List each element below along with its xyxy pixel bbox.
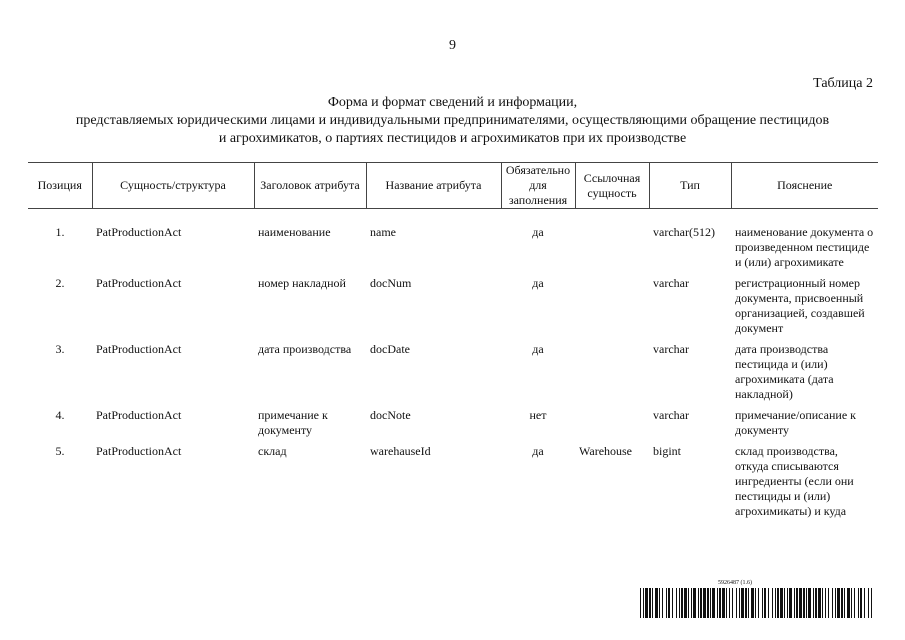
cell-note: наименование документа о произведенном пестициде и (или) агрохимикате xyxy=(735,225,874,269)
cell-entity: PatProductionAct xyxy=(96,342,182,356)
cell-note: примечание/описание к документу xyxy=(735,408,856,437)
cell-required: да xyxy=(532,276,544,290)
cell-attribute-name: warehauseId xyxy=(370,444,431,458)
cell-entity: PatProductionAct xyxy=(96,225,182,239)
cell-position: 3. xyxy=(55,342,65,356)
cell-attribute-name: docNum xyxy=(370,276,412,290)
header-note: Пояснение xyxy=(731,163,878,209)
header-type: Тип xyxy=(649,163,731,209)
cell-type: varchar xyxy=(653,276,689,290)
cell-required: да xyxy=(532,342,544,356)
table-row xyxy=(28,342,878,408)
cell-attribute-title: примечание к документу xyxy=(258,408,328,437)
cell-reference-entity xyxy=(575,342,649,408)
cell-reference-entity: Warehouse xyxy=(579,444,633,458)
cell-position: 4. xyxy=(55,408,65,422)
table-row xyxy=(28,276,878,342)
cell-note: регистрационный номер документа, присвоенный организацией, создавшей документ xyxy=(735,276,865,335)
cell-reference-entity xyxy=(575,408,649,444)
header-required: Обязательно для заполнения xyxy=(501,163,575,209)
cell-attribute-title: наименование xyxy=(258,225,331,239)
header-attribute-title: Заголовок атрибута xyxy=(254,163,366,209)
cell-type: varchar(512) xyxy=(653,225,715,239)
page-number: 9 xyxy=(449,38,456,53)
table-header-row xyxy=(28,163,878,209)
cell-reference-entity xyxy=(575,276,649,342)
cell-attribute-name: name xyxy=(370,225,396,239)
cell-type: varchar xyxy=(653,342,689,356)
cell-required: да xyxy=(532,225,544,239)
title-line-3: и агрохимикатов, о партиях пестицидов и агрохимикатов при их производстве xyxy=(218,131,687,146)
cell-entity: PatProductionAct xyxy=(96,444,182,458)
cell-required: да xyxy=(532,444,544,458)
barcode xyxy=(640,580,875,620)
cell-entity: PatProductionAct xyxy=(96,408,182,422)
barcode-text: 5926487 (1.6) xyxy=(718,580,752,586)
barcode-graphic xyxy=(640,588,875,618)
cell-type: bigint xyxy=(653,444,682,458)
header-reference-entity: Ссылочная сущность xyxy=(575,163,649,209)
cell-type: varchar xyxy=(653,408,689,422)
cell-attribute-title: склад xyxy=(258,444,287,458)
cell-reference-entity xyxy=(575,209,649,277)
attribute-table xyxy=(28,162,878,525)
cell-required: нет xyxy=(529,408,547,422)
cell-attribute-name: docNote xyxy=(370,408,411,422)
title-line-2: представляемых юридическими лицами и индивидуальными предпринимателями, осуществляющими обращение пестицидов xyxy=(75,113,830,128)
cell-attribute-title: номер накладной xyxy=(258,276,346,290)
table-row xyxy=(28,209,878,277)
header-position: Позиция xyxy=(28,163,92,209)
cell-entity: PatProductionAct xyxy=(96,276,182,290)
table-label: Таблица 2 xyxy=(813,76,873,91)
cell-position: 5. xyxy=(55,444,65,458)
title-line-1: Форма и формат сведений и информации, xyxy=(327,95,578,110)
header-entity: Сущность/структура xyxy=(92,163,254,209)
cell-attribute-name: docDate xyxy=(370,342,410,356)
document-title xyxy=(0,94,905,148)
cell-position: 1. xyxy=(55,225,65,239)
table-row xyxy=(28,408,878,444)
cell-note: дата производства пестицида и (или) агрохимиката (дата накладной) xyxy=(735,342,834,401)
table-row xyxy=(28,444,878,525)
cell-attribute-title: дата производства xyxy=(258,342,352,356)
cell-position: 2. xyxy=(55,276,65,290)
header-attribute-name: Название атрибута xyxy=(366,163,501,209)
cell-note: склад производства, откуда списываются ингредиенты (если они пестициды и (или) агрохимикаты) и куда xyxy=(735,444,854,518)
